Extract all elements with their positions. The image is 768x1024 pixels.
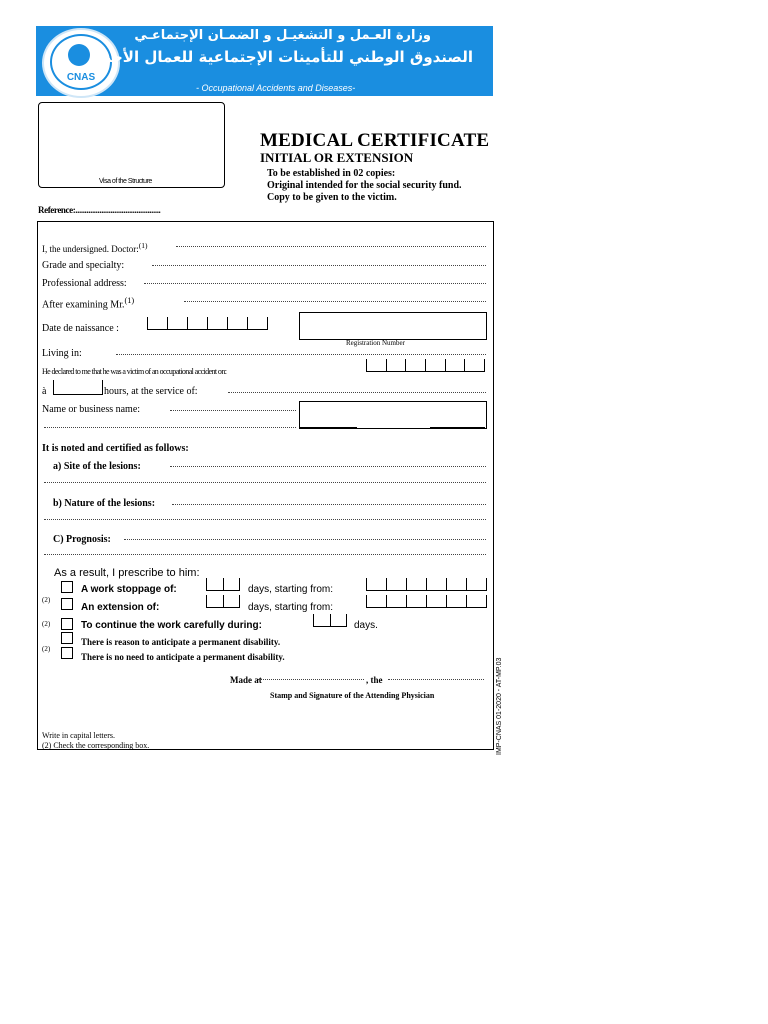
grade-field[interactable] [152,265,486,266]
footnote: Write in capital letters. [42,731,115,740]
site-field[interactable] [170,466,486,467]
extension-checkbox[interactable] [61,598,73,610]
stoppage-start-date-field[interactable] [366,578,487,591]
made-at-field[interactable] [258,679,364,680]
grade-label: Grade and specialty: [42,260,125,271]
dob-label: Date de naissance : [42,323,119,334]
note-2: (2) [42,620,51,628]
ministry-name: وزارة العـمل و التشغيـل و الضمـان الإجتماعـي [134,28,431,43]
extension-days-field[interactable] [206,595,240,608]
note-2: (2) [42,645,51,653]
logo-text: CNAS [66,72,96,83]
business-field-line2[interactable] [44,427,296,428]
address-label: Professional address: [42,278,127,289]
registration-number-field[interactable] [299,312,487,340]
doctor-label: I, the undersigned. Doctor:$^{(1)}$ [42,241,148,254]
days-label: days. [354,620,378,631]
certified-heading: It is noted and certified as follows: [42,443,189,454]
prescription-intro: As a result, I prescribe to him: [54,567,200,579]
stoppage-days-field[interactable] [206,578,240,591]
employer-number-underline [430,427,485,428]
permanent-disability-no-checkbox[interactable] [61,647,73,659]
business-field[interactable] [170,410,296,411]
site-label: a) Site of the lesions: [53,461,141,472]
nature-field[interactable] [172,504,486,505]
continue-work-label: To continue the work carefully during: [81,620,262,631]
header-subtitle: - Occupational Accidents and Diseases- [196,83,356,93]
living-field[interactable] [116,354,486,355]
reference-field[interactable]: Reference:.............................................. [38,205,161,215]
accident-date-field[interactable] [366,359,485,372]
living-label: Living in: [42,348,82,359]
registration-number-label: Registration Number [346,339,405,347]
copies-line: Original intended for the social security fund. [267,180,462,191]
service-field[interactable] [228,392,486,393]
stoppage-checkbox[interactable] [61,581,73,593]
page-title: MEDICAL CERTIFICATE [260,130,490,151]
prognosis-field-line2[interactable] [44,554,486,555]
form-code: IMP-CNAS 01-2020 - AT-MP.03 [496,657,503,755]
patient-name-field[interactable] [184,301,486,302]
nature-label: b) Nature of the lesions: [53,498,156,509]
extension-label: An extension of: [81,602,160,613]
permanent-disability-yes-label: There is reason to anticipate a permanent disability. [81,637,281,647]
copies-instructions [267,168,462,204]
permanent-disability-no-label: There is no need to anticipate a permanent disability. [81,652,285,662]
footnote: (2) Check the corresponding box. [42,741,150,750]
employer-number-underline [299,427,357,428]
hours-label: hours, at the service of: [104,386,198,397]
visa-label: Visa of the Structure [99,178,152,185]
prognosis-field[interactable] [124,539,486,540]
signature-date-field[interactable] [388,679,484,680]
employer-number-field[interactable] [299,401,487,429]
at-label: à [42,386,47,397]
copies-line: Copy to be given to the victim. [267,192,397,203]
days-starting-label: days, starting from: [248,602,334,613]
made-at-label: Made at [230,675,262,685]
copies-line: To be established in 02 copies: [267,168,396,179]
fund-name: الصندوق الوطني للتأمينات الإجتماعية للعمال الأجراء [89,48,473,66]
accident-hour-field[interactable] [53,380,103,395]
declared-label: He declared to me that he was a victim of an occupational accident on: [42,367,227,376]
examining-label: After examining Mr.$^{(1)}$ [42,296,135,311]
prognosis-label: C) Prognosis: [53,534,111,545]
nature-field-line2[interactable] [44,519,486,520]
dob-field[interactable] [147,317,268,330]
stamp-signature-label: Stamp and Signature of the Attending Physician [270,691,435,700]
stoppage-label: A work stoppage of: [81,584,177,595]
visa-box [38,102,225,188]
continue-days-field[interactable] [313,614,347,627]
days-starting-label: days, starting from: [248,584,334,595]
note-2: (2) [42,596,51,604]
site-field-line2[interactable] [44,482,486,483]
business-label: Name or business name: [42,404,141,415]
doctor-field[interactable] [176,246,486,247]
header-banner [36,26,493,96]
address-field[interactable] [144,283,486,284]
permanent-disability-yes-checkbox[interactable] [61,632,73,644]
page-subtitle: INITIAL OR EXTENSION [260,150,414,165]
continue-work-checkbox[interactable] [61,618,73,630]
extension-start-date-field[interactable] [366,595,487,608]
date-label: , the [366,675,383,685]
